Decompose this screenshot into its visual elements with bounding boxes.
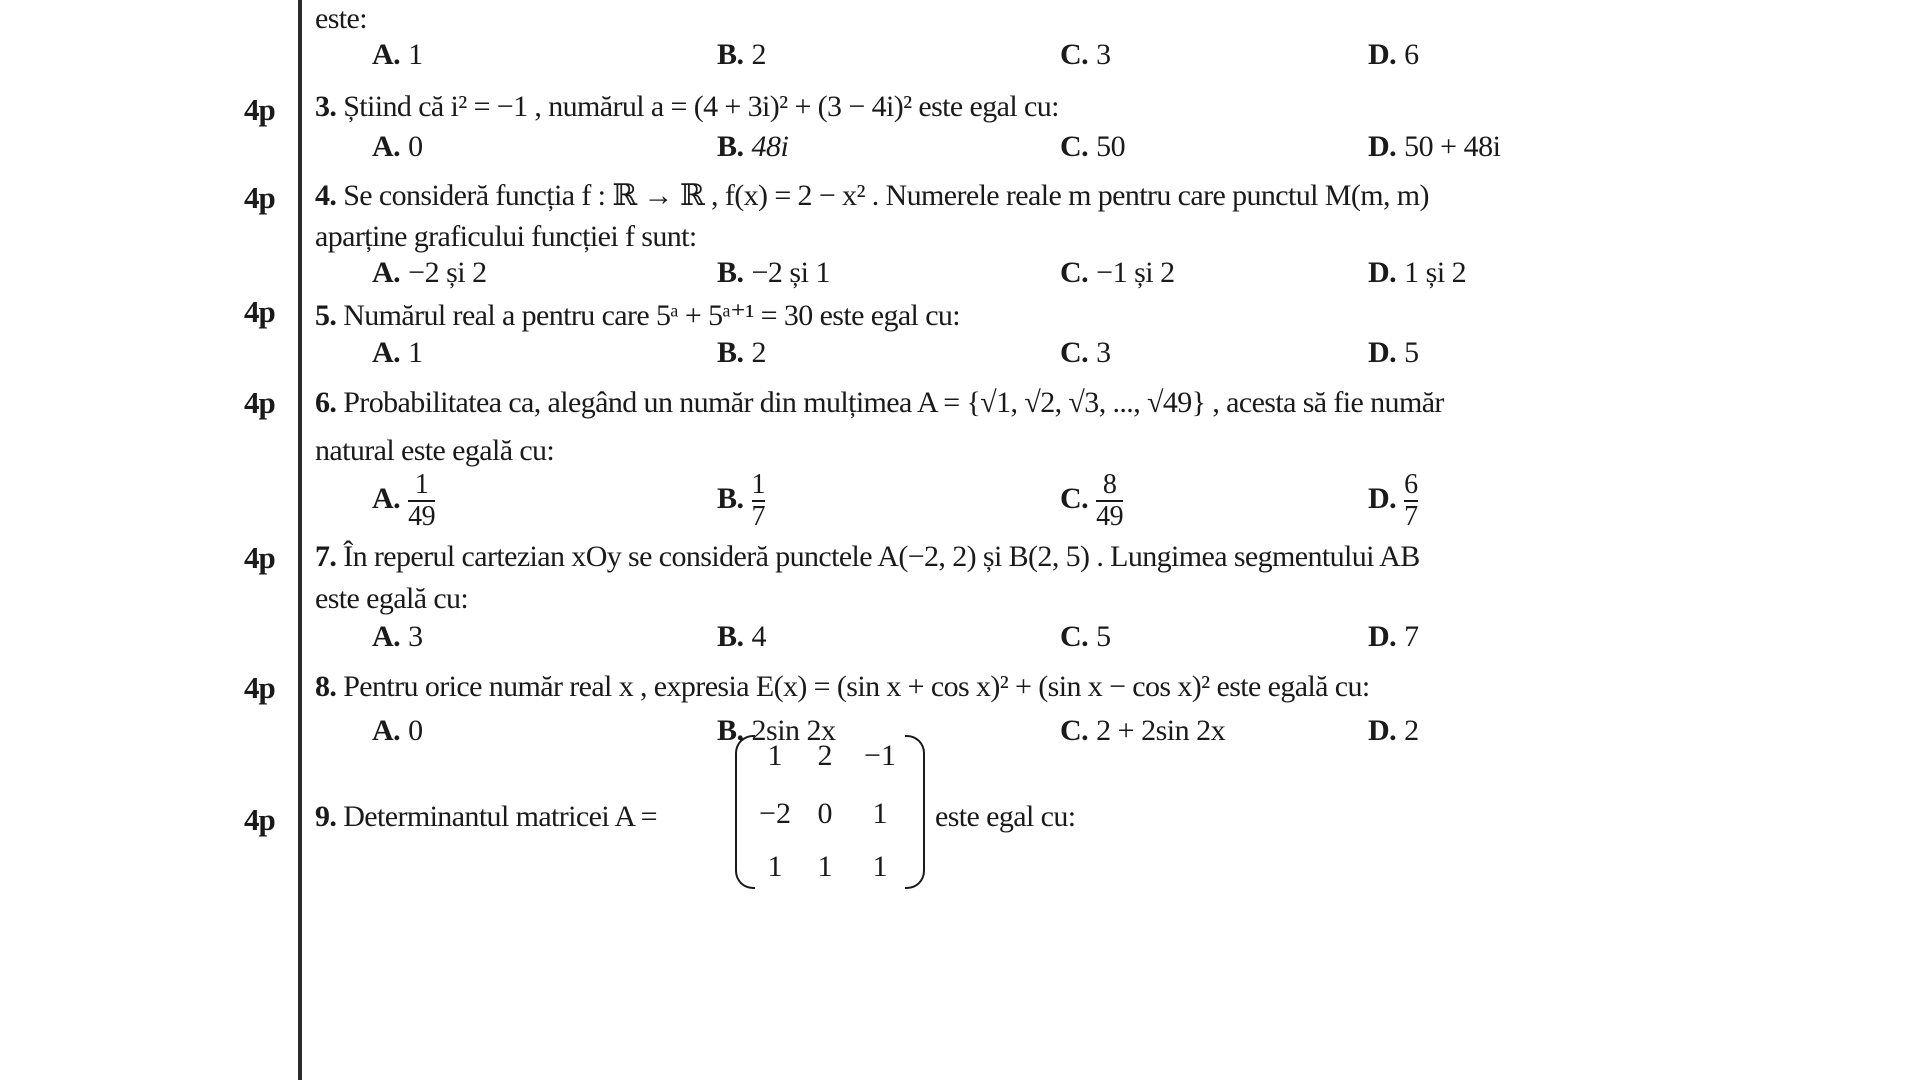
matrix-cell: 1 [767,850,783,883]
q6-option-c[interactable]: C. $\frac{8}{49}$ [1060,469,1124,532]
q2-option-a[interactable]: A. 1 [372,38,423,71]
q5-option-c[interactable]: C. 3 [1060,336,1111,369]
q9-points: 4p [244,802,275,837]
fraction: $\frac{6}{7}$ [1404,469,1418,532]
q6-statement-line2: natural este egală cu: [315,434,555,467]
q5-statement: 5. Numărul real a pentru care 5ᵃ + 5ᵃ⁺¹ = 30 este egal cu: [315,299,961,332]
fraction: $\frac{1}{49}$ [408,469,436,532]
margin-rule [298,0,302,1080]
q4-statement-line1: 4. Se consideră funcția f : ℝ → ℝ , f(x) = 2 − x² . Numerele reale m pentru care punctul M(m, m) [315,179,1429,212]
q4-option-b[interactable]: B. −2 și 1 [717,256,830,289]
matrix-cell: 0 [817,797,833,830]
q2-option-b[interactable]: B. 2 [717,38,767,71]
q8-option-c[interactable]: C. 2 + 2sin 2x [1060,714,1226,747]
q5-option-b[interactable]: B. 2 [717,336,767,369]
q4-points: 4p [244,180,275,215]
matrix-a [735,735,925,885]
matrix-cell: −2 [759,797,791,830]
matrix-cell: 1 [767,739,783,772]
q4-statement-line2: aparține graficului funcției f sunt: [315,220,697,253]
matrix-cell: 1 [817,850,833,883]
q3-statement: 3. Știind că i² = −1 , numărul a = (4 + 3i)² + (3 − 4i)² este egal cu: [315,90,1059,123]
matrix-cell: 2 [817,739,833,772]
q8-option-a[interactable]: A. 0 [372,714,423,747]
q5-option-d[interactable]: D. 5 [1368,336,1419,369]
q2-option-c[interactable]: C. 3 [1060,38,1111,71]
q5-option-a[interactable]: A. 1 [372,336,423,369]
q3-option-c[interactable]: C. 50 [1060,130,1126,163]
q7-option-a[interactable]: A. 3 [372,620,423,653]
q6-statement-line1: 6. Probabilitatea ca, alegând un număr din mulțimea A = {√1, √2, √3, ..., √49} , acesta să fie număr [315,386,1444,419]
q5-points: 4p [244,294,275,329]
q2-option-d[interactable]: D. 6 [1368,38,1419,71]
q9-suffix: este egal cu: [935,800,1076,833]
q7-statement-line2: este egală cu: [315,582,469,615]
matrix-cell: −1 [864,739,896,772]
fraction: $\frac{8}{49}$ [1096,469,1124,532]
q4-option-c[interactable]: C. −1 și 2 [1060,256,1175,289]
q3-option-b[interactable]: B. 48i [717,130,789,163]
matrix-cell: 1 [872,797,888,830]
fraction: $\frac{1}{7}$ [751,469,766,532]
q7-points: 4p [244,540,275,575]
q6-option-b[interactable]: B. $\frac{1}{7}$ [717,469,766,532]
q7-option-c[interactable]: C. 5 [1060,620,1111,653]
matrix-cell: 1 [872,850,888,883]
right-paren [905,735,925,889]
q8-statement: 8. Pentru orice număr real x , expresia E(x) = (sin x + cos x)² + (sin x − cos x)² este egală cu: [315,670,1370,703]
q6-option-d[interactable]: D. $\frac{6}{7}$ [1368,469,1418,532]
q7-option-b[interactable]: B. 4 [717,620,767,653]
q3-option-a[interactable]: A. 0 [372,130,423,163]
q2-tail: este: [315,2,367,35]
q4-option-d[interactable]: D. 1 și 2 [1368,256,1467,289]
q7-option-d[interactable]: D. 7 [1368,620,1419,653]
q6-option-a[interactable]: A. $\frac{1}{49}$ [372,469,436,532]
q6-points: 4p [244,385,275,420]
q8-points: 4p [244,670,275,705]
q8-option-d[interactable]: D. 2 [1368,714,1419,747]
q8-option-b[interactable]: B. 2sin 2x [717,714,836,747]
q3-option-d[interactable]: D. 50 + 48i [1368,130,1501,163]
q9-statement: 9. Determinantul matricei A = [315,800,657,833]
q3-points: 4p [244,92,275,127]
q7-statement-line1: 7. În reperul cartezian xOy se consideră punctele A(−2, 2) și B(2, 5) . Lungimea segmentului AB [315,540,1420,573]
q4-option-a[interactable]: A. −2 și 2 [372,256,487,289]
